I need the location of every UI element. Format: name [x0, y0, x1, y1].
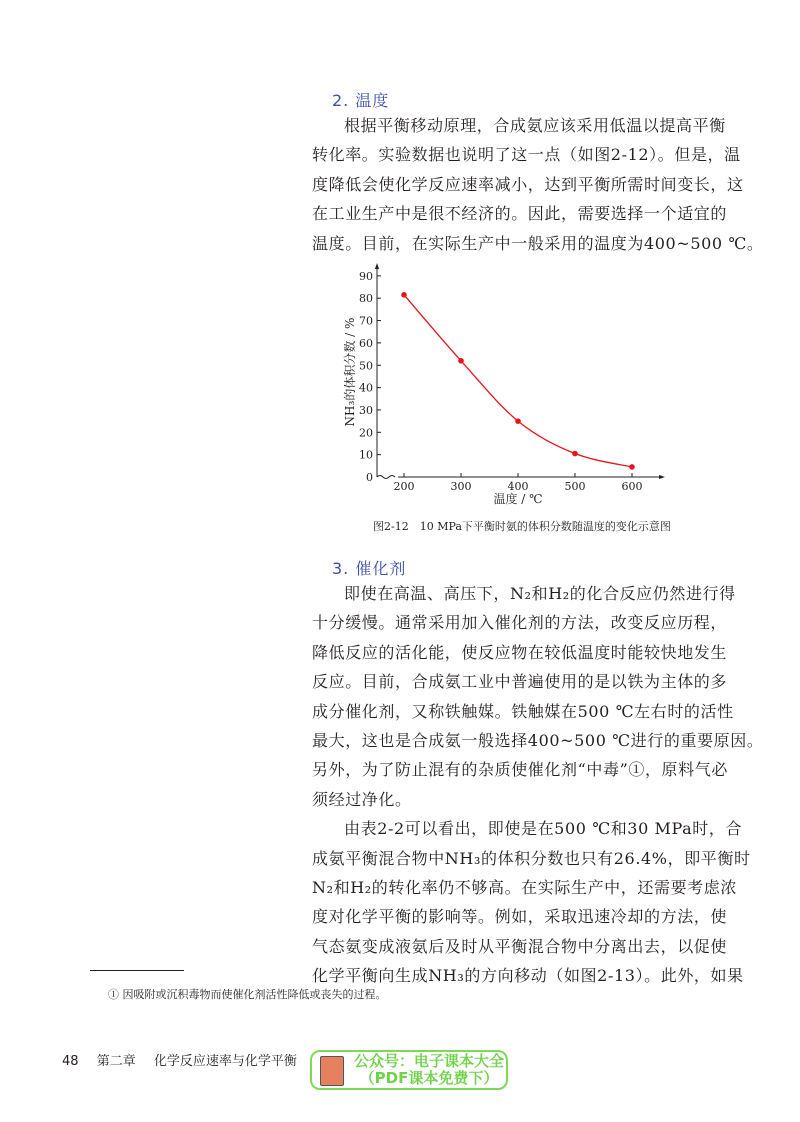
y-ticks	[359, 270, 381, 484]
text-line: N₂和H₂的转化率仍不够高。在实际生产中，还需要考虑浓	[312, 878, 737, 898]
chapter-number: 第二章	[96, 1054, 136, 1069]
data-point	[401, 292, 407, 298]
svg-text:400: 400	[507, 480, 529, 493]
y-axis-arrow-icon	[375, 263, 379, 269]
text-line: 反应。目前，合成氨工业中普遍使用的是以铁为主体的多	[312, 672, 728, 692]
text-line: 成分催化剂，又称铁触媒。铁触媒在500 ℃左右时的活性	[312, 701, 734, 721]
svg-text:0: 0	[366, 471, 373, 484]
svg-text:10: 10	[359, 448, 373, 462]
text-line: 在工业生产中是很不经济的。因此，需要选择一个适宜的	[312, 204, 728, 224]
data-point	[629, 464, 635, 470]
text-line: 气态氨变成液氨后及时从平衡混合物中分离出去，以促使	[312, 936, 728, 956]
text-line: 温度。目前，在实际生产中一般采用的温度为400~500 ℃。	[312, 233, 764, 253]
section-heading-temperature: 2. 温度	[332, 91, 390, 110]
text-line: 降低反应的活化能，使反应物在较低温度时能较快地发生	[312, 642, 728, 662]
text-line: 十分缓慢。通常采用加入催化剂的方法，改变反应历程，	[312, 613, 728, 633]
data-point	[458, 358, 464, 364]
x-ticks	[394, 473, 643, 493]
svg-text:80: 80	[359, 292, 373, 306]
axis-break-icon	[377, 476, 395, 479]
svg-text:200: 200	[393, 480, 415, 493]
watermark-badge	[310, 1050, 508, 1090]
svg-text:20: 20	[359, 426, 373, 440]
text-line: 由表2-2可以看出，即使是在500 ℃和30 MPa时，合	[344, 819, 743, 839]
text-line: 成氨平衡混合物中NH₃的体积分数也只有26.4%，即平衡时	[312, 848, 751, 868]
chart-nh3-vs-temperature	[330, 262, 670, 512]
svg-text:30: 30	[359, 403, 373, 417]
footnote-divider	[90, 970, 184, 971]
text-line: 转化率。实验数据也说明了这一点（如图2-12）。但是，温	[312, 145, 741, 165]
watermark-text	[354, 1053, 504, 1087]
text-line: 化学平衡向生成NH₃的方向移动（如图2-13）。此外，如果	[312, 966, 744, 986]
svg-text:90: 90	[359, 269, 373, 283]
text-line: 须经过净化。	[312, 789, 412, 809]
data-point	[572, 451, 578, 457]
book-tablet-icon	[320, 1056, 344, 1086]
footnote: ① 因吸附或沉积毒物而使催化剂活性降低或丧失的过程。	[108, 988, 387, 1001]
text-line: 最大，这也是合成氨一般选择400~500 ℃进行的重要原因。	[312, 731, 764, 751]
figure-caption: 图2-12 10 MPa下平衡时氨的体积分数随温度的变化示意图	[373, 520, 671, 533]
svg-text:50: 50	[359, 359, 373, 373]
page-number: 48	[62, 1054, 79, 1069]
svg-text:60: 60	[359, 336, 373, 350]
watermark-line1: 公众号：电子课本大全	[354, 1052, 505, 1070]
chapter-title: 化学反应速率与化学平衡	[153, 1054, 297, 1069]
x-axis-label: 温度 / ℃	[493, 492, 543, 506]
text-line: 根据平衡移动原理，合成氨应该采用低温以提高平衡	[344, 116, 726, 135]
text-line: 即使在高温、高压下，N₂和H₂的化合反应仍然进行得	[344, 584, 736, 603]
page-footer	[62, 1050, 311, 1069]
text-line: 度对化学平衡的影响等。例如，采取迅速冷却的方法，使	[312, 907, 728, 927]
section-heading-catalyst: 3. 催化剂	[332, 559, 407, 578]
paragraph-catalyst	[312, 579, 764, 991]
watermark-line2: （PDF课本免费下）	[359, 1069, 499, 1087]
data-point	[515, 418, 521, 424]
svg-text:300: 300	[450, 480, 472, 493]
data-line	[404, 295, 632, 467]
text-line: 另外，为了防止混有的杂质使催化剂“中毒”①，原料气必	[312, 760, 728, 780]
paragraph-temperature	[312, 111, 764, 258]
text-line: 度降低会使化学反应速率减小，达到平衡所需时间变长，这	[312, 174, 744, 194]
data-points	[401, 292, 635, 470]
svg-text:600: 600	[621, 480, 643, 493]
svg-text:40: 40	[359, 381, 373, 395]
svg-text:70: 70	[359, 314, 373, 328]
y-axis-label: NH₃的体积分数 / %	[343, 317, 357, 427]
x-axis-arrow-icon	[659, 475, 665, 479]
svg-text:500: 500	[564, 480, 586, 493]
